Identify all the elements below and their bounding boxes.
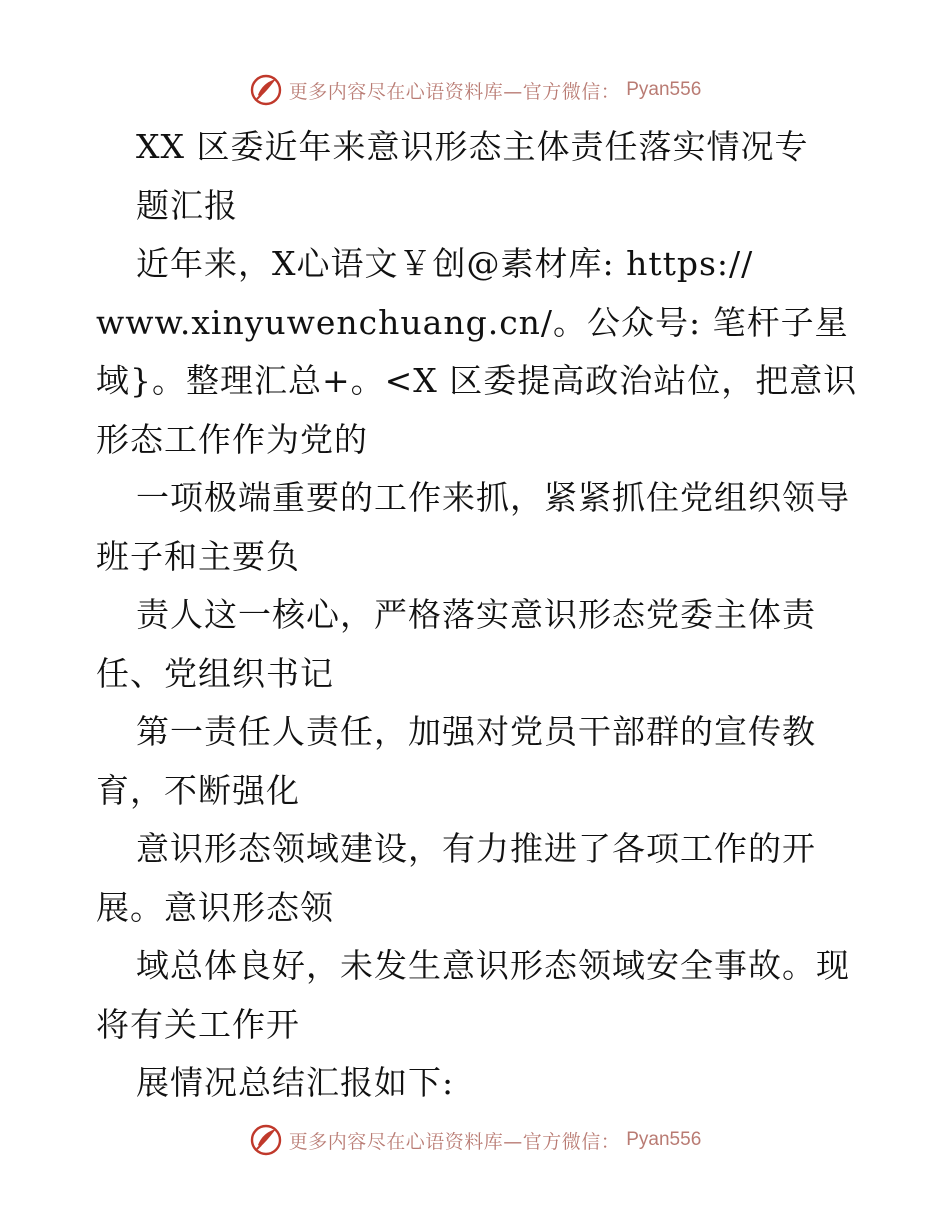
watermark-text: 更多内容尽在心语资料库—官方微信： — [288, 80, 621, 103]
text-line: 意识形态领域建设，有力推进了各项工作的开 — [136, 829, 816, 868]
text-line: 形态工作作为党的 — [96, 419, 368, 459]
text-line: 第一责任人责任，加强对党员干部群的宣传教 — [136, 712, 816, 751]
watermark-handle: Pyan556 — [626, 79, 702, 100]
text-line: 任、党组织书记 — [96, 653, 334, 693]
watermark-text: 更多内容尽在心语资料库—官方微信： — [288, 1130, 621, 1153]
text-line: 一项极端重要的工作来抓，紧紧抓住党组织领导 — [136, 478, 850, 517]
text-line: 班子和主要负 — [96, 536, 300, 576]
document-body — [96, 118, 876, 1113]
text-line: 题汇报 — [136, 185, 238, 225]
text-line: 展。意识形态领 — [96, 887, 334, 927]
text-line: 育，不断强化 — [96, 770, 300, 810]
watermark-header — [0, 70, 950, 110]
text-line: XX 区委近年来意识形态主体责任落实情况专 — [136, 127, 809, 166]
text-line: 将有关工作开 — [96, 1004, 300, 1044]
text-line: 责人这一核心，严格落实意识形态党委主体责 — [136, 595, 816, 634]
text-line: 域总体良好，未发生意识形态领域安全事故。现 — [136, 946, 850, 985]
pen-logo-icon — [249, 73, 283, 107]
text-line: 展情况总结汇报如下: — [136, 1063, 455, 1102]
watermark-footer — [0, 1120, 950, 1160]
pen-logo-icon — [249, 1123, 283, 1157]
watermark-handle: Pyan556 — [626, 1129, 702, 1150]
text-line: 近年来，X心语文￥创@素材库: https:// — [136, 244, 754, 283]
text-line: 域}。整理汇总+。<X 区委提高政治站位，把意识 — [96, 361, 858, 400]
text-line: www.xinyuwenchuang.cn/。公众号: 笔杆子星 — [96, 302, 849, 342]
